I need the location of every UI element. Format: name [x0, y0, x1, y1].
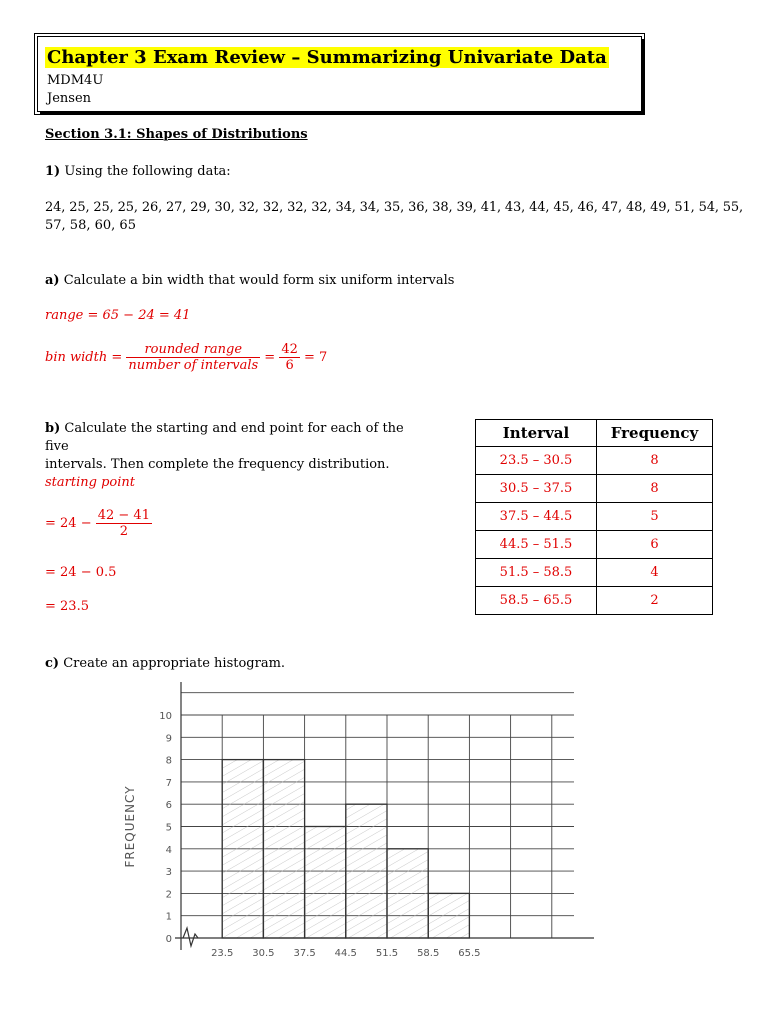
- table-row: [476, 531, 713, 559]
- fraction-rounded-range: [126, 342, 260, 373]
- data-line-2: 57, 58, 60, 65: [45, 218, 136, 233]
- interval-cell: 58.5 – 65.5: [476, 587, 597, 615]
- part-a-letter: a): [45, 273, 60, 288]
- equals-sign: =: [264, 350, 276, 365]
- frequency-cell: 6: [597, 531, 713, 559]
- part-b-text-1: Calculate the starting and end point for each of the five: [45, 421, 404, 454]
- x-tick-label: 37.5: [293, 948, 316, 959]
- fraction-denominator: 2: [96, 523, 152, 539]
- table-row: [476, 587, 713, 615]
- document-title: Chapter 3 Exam Review – Summarizing Univariate Data: [47, 47, 607, 68]
- part-b-text-2: intervals. Then complete the frequency distribution.: [45, 457, 390, 472]
- y-tick-label: 5: [165, 822, 172, 834]
- interval-cell: 30.5 – 37.5: [476, 475, 597, 503]
- header-box: [37, 36, 642, 112]
- part-c-text: Create an appropriate histogram.: [59, 656, 286, 671]
- part-a-text: Calculate a bin width that would form six uniform intervals: [59, 273, 455, 288]
- histogram-bar: [222, 760, 263, 938]
- table-row: [476, 559, 713, 587]
- y-tick-label: 8: [165, 755, 172, 767]
- interval-cell: 23.5 – 30.5: [476, 447, 597, 475]
- y-tick-label: 9: [165, 733, 172, 745]
- frequency-cell: 4: [597, 559, 713, 587]
- histogram-bar: [263, 760, 304, 938]
- y-tick-label: 6: [165, 800, 172, 812]
- histogram-bar: [346, 804, 387, 938]
- bin-width-equation: [45, 342, 327, 373]
- question-number: 1): [45, 164, 61, 179]
- question-prompt: Using the following data:: [60, 164, 231, 179]
- frequency-cell: 8: [597, 475, 713, 503]
- fraction-numerator: rounded range: [144, 342, 243, 357]
- data-line-1: 24, 25, 25, 25, 26, 27, 29, 30, 32, 32, 32, 32, 34, 34, 35, 36, 38, 39, 41, 43, 44, 45, 46, 47, 48, 49, 51, 54, 55,: [45, 200, 744, 215]
- histogram-bar: [387, 849, 428, 938]
- histogram-bar: [305, 827, 346, 939]
- fraction-numerator: 42 − 41: [97, 508, 150, 523]
- y-tick-label: 10: [159, 711, 172, 722]
- question-1: [45, 164, 231, 179]
- y-tick-label: 4: [165, 844, 172, 856]
- interval-cell: 44.5 – 51.5: [476, 531, 597, 559]
- section-title: Section 3.1: Shapes of Distributions: [45, 127, 308, 142]
- frequency-cell: 2: [597, 587, 713, 615]
- x-tick-label: 58.5: [417, 948, 440, 959]
- x-tick-label: 30.5: [252, 948, 275, 959]
- starting-point-step-1: [45, 508, 152, 539]
- interval-cell: 37.5 – 44.5: [476, 503, 597, 531]
- y-axis-label: FREQUENCY: [123, 785, 137, 868]
- frequency-cell: 8: [597, 447, 713, 475]
- step-1-prefix: = 24 −: [45, 516, 92, 531]
- frequency-table: [475, 419, 713, 615]
- fraction-denominator: 6: [279, 357, 300, 373]
- course-code: MDM4U: [47, 73, 104, 88]
- table-row: [476, 475, 713, 503]
- starting-point-step-3: = 23.5: [45, 599, 89, 614]
- bin-width-result: = 7: [304, 350, 328, 365]
- x-tick-label: 23.5: [211, 948, 234, 959]
- interval-header: Interval: [476, 420, 597, 447]
- fraction-denominator: number of intervals: [128, 358, 259, 373]
- fraction-42-over-6: [279, 342, 300, 373]
- frequency-cell: 5: [597, 503, 713, 531]
- teacher-name: Jensen: [47, 91, 92, 106]
- y-tick-label: 0: [165, 934, 172, 945]
- part-a-prompt: [45, 273, 454, 288]
- x-tick-label: 44.5: [334, 948, 357, 959]
- x-tick-label: 51.5: [375, 948, 399, 959]
- histogram-chart: [0, 670, 768, 1024]
- table-header-row: [476, 420, 713, 447]
- table-row: [476, 503, 713, 531]
- y-tick-label: 1: [165, 911, 172, 923]
- x-tick-label: 65.5: [458, 948, 481, 959]
- y-tick-label: 2: [165, 889, 172, 901]
- fraction-difference: [96, 508, 152, 539]
- part-b-letter: b): [45, 421, 61, 436]
- part-b-prompt: [45, 420, 425, 474]
- bin-width-label: bin width =: [45, 350, 123, 365]
- axis-break-icon: [183, 928, 198, 946]
- interval-cell: 51.5 – 58.5: [476, 559, 597, 587]
- table-row: [476, 447, 713, 475]
- frequency-header: Frequency: [597, 420, 713, 447]
- part-c-prompt: [45, 656, 285, 671]
- y-tick-label: 7: [165, 777, 172, 789]
- starting-point-label: starting point: [45, 475, 135, 490]
- range-equation: range = 65 − 24 = 41: [45, 308, 191, 323]
- part-c-letter: c): [45, 656, 60, 671]
- starting-point-step-2: = 24 − 0.5: [45, 565, 117, 580]
- fraction-numerator: 42: [281, 342, 298, 357]
- y-tick-label: 3: [165, 867, 172, 879]
- histogram-bar: [428, 893, 469, 938]
